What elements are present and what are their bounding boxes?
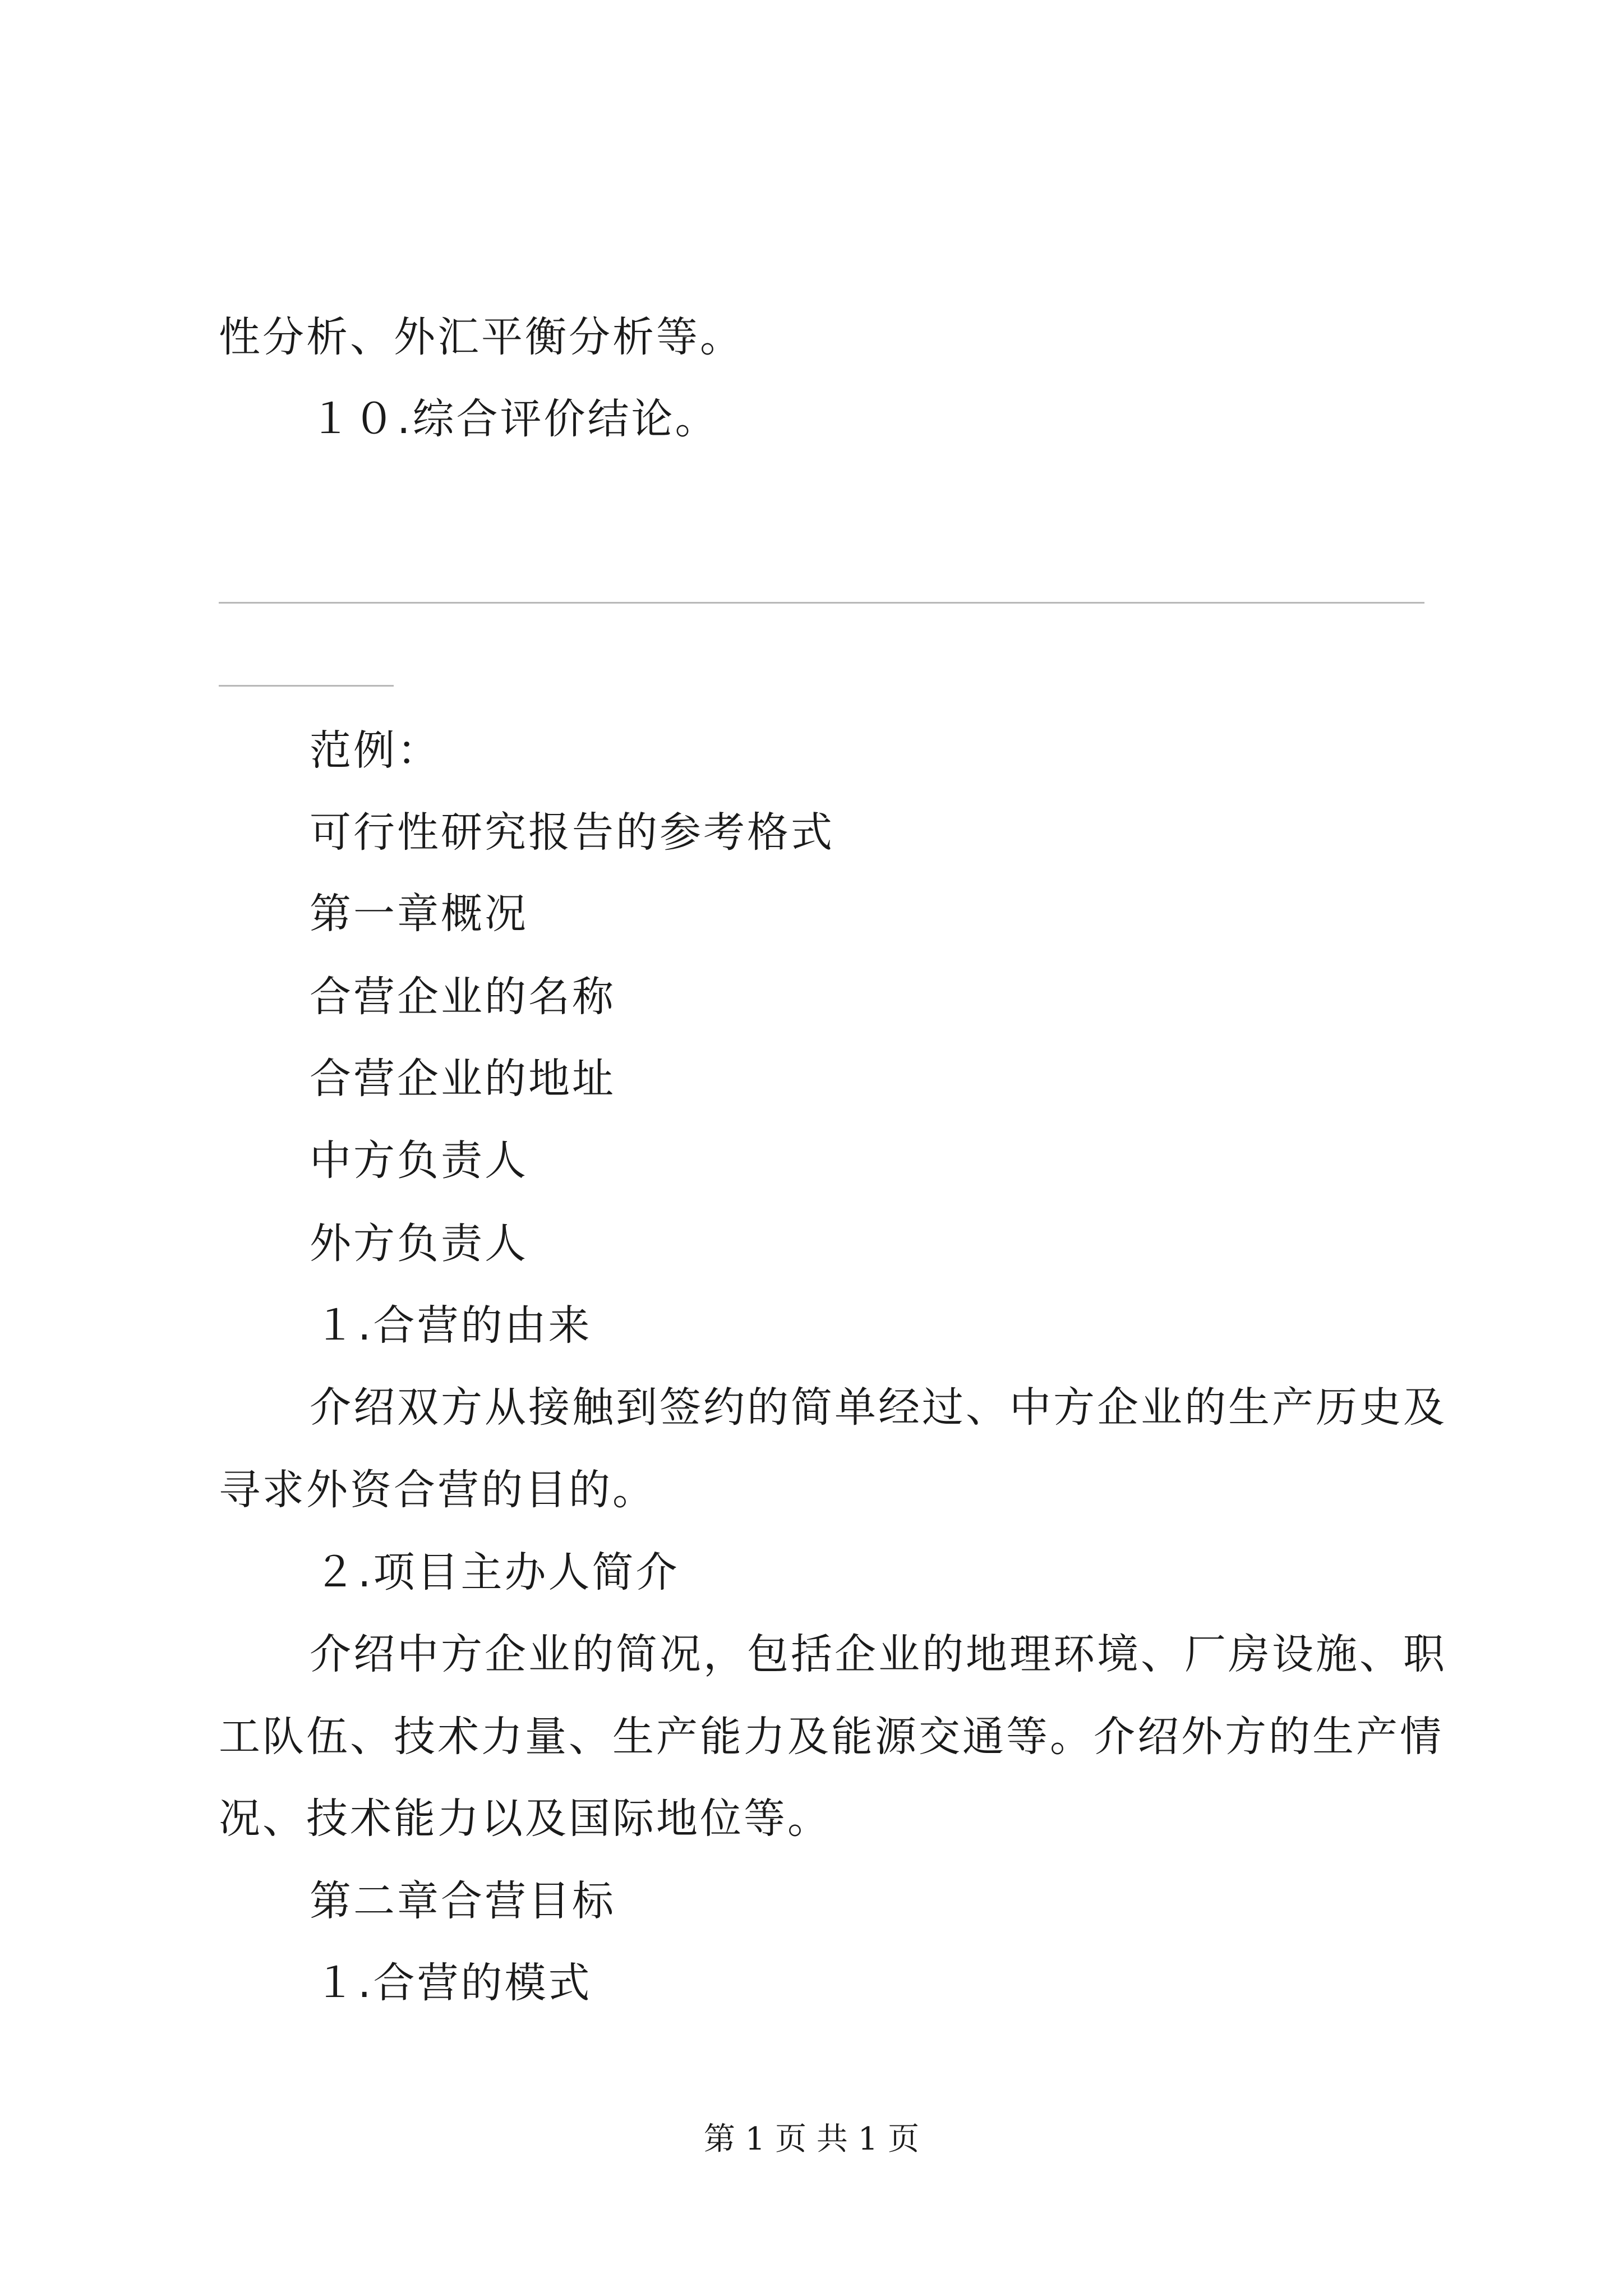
paragraph-line: １０.综合评价结论。 bbox=[310, 395, 719, 443]
chapter-heading: 第一章概况 bbox=[310, 890, 528, 938]
paragraph-line: 寻求外资合营的目的。 bbox=[219, 1466, 656, 1514]
page-footer: 第 1 页 共 1 页 bbox=[703, 2121, 920, 2157]
paragraph-line: 介绍双方从接触到签约的简单经过、中方企业的生产历史及 bbox=[310, 1383, 1447, 1432]
paragraph-line: 况、技术能力以及国际地位等。 bbox=[219, 1795, 831, 1843]
subsection-heading: １.合营的由来 bbox=[314, 1301, 592, 1350]
list-item: 中方负责人 bbox=[310, 1137, 528, 1185]
paragraph-line: 介绍中方企业的简况，包括企业的地理环境、厂房设施、职 bbox=[310, 1630, 1447, 1678]
section-label: 范例： bbox=[310, 726, 441, 775]
list-item: 合营企业的地址 bbox=[310, 1055, 616, 1103]
paragraph-line: 工队伍、技术力量、生产能力及能源交通等。介绍外方的生产情 bbox=[219, 1713, 1444, 1761]
subsection-heading: ２.项目主办人简介 bbox=[314, 1548, 680, 1596]
document-heading: 可行性研究报告的参考格式 bbox=[310, 808, 834, 857]
chapter-heading: 第二章合营目标 bbox=[310, 1877, 616, 1925]
separator-line-short bbox=[219, 685, 394, 687]
separator-line-long bbox=[219, 602, 1424, 604]
list-item: 外方负责人 bbox=[310, 1220, 528, 1268]
paragraph-line: 性分析、外汇平衡分析等。 bbox=[219, 313, 744, 361]
list-item: 合营企业的名称 bbox=[310, 973, 616, 1021]
subsection-heading: １.合营的模式 bbox=[314, 1959, 592, 2007]
